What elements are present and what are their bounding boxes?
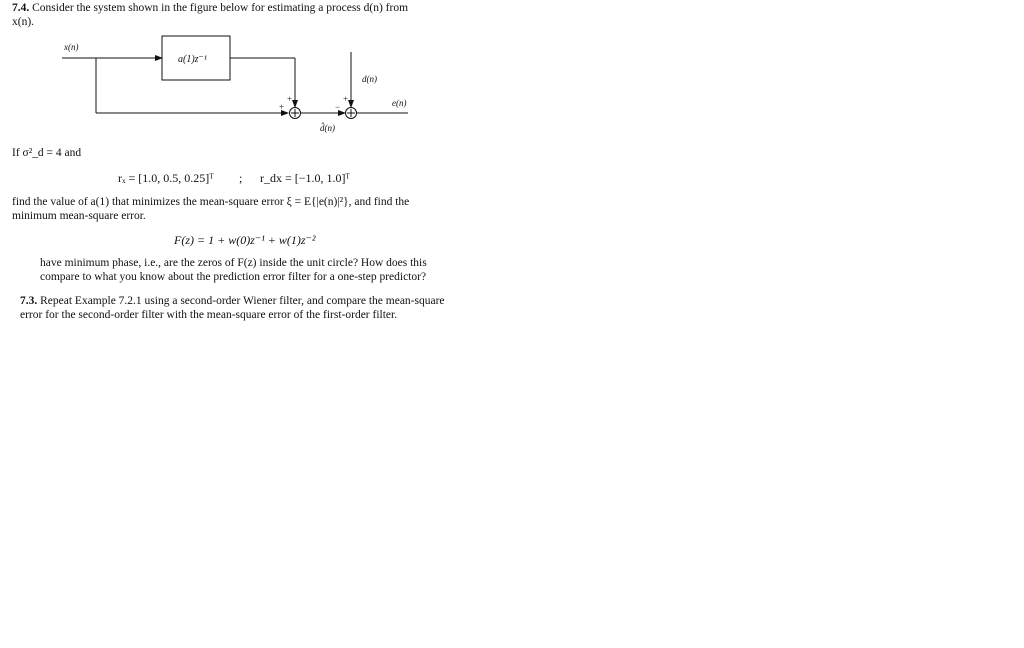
problem-7-4-find-line2: minimum mean-square error. <box>12 210 146 222</box>
variance-condition: If σ²_d = 4 and <box>12 147 82 159</box>
label-e: e(n) <box>392 98 407 108</box>
sign-plus-3: + <box>343 94 349 104</box>
problem-number: 7.3. <box>20 295 38 307</box>
sign-plus-2: + <box>279 102 285 112</box>
problem-7-4-find-line1: find the value of a(1) that minimizes the mean-square error ξ = E{|e(n)|²}, and find the <box>12 196 410 208</box>
problem-7-3-line2: error for the second-order filter with the mean-square error of the first-order filter. <box>20 309 398 321</box>
label-dhat: d̂(n) <box>320 123 335 133</box>
problem-number: 7.4. <box>12 2 30 14</box>
sign-minus: − <box>335 102 341 112</box>
label-d: d(n) <box>362 74 377 84</box>
problem-7-4-intro-line2: x(n). <box>12 16 35 28</box>
problem-text: Repeat Example 7.2.1 using a second-order Wiener filter, and compare the mean-square <box>40 295 445 307</box>
sign-plus-1: + <box>287 94 293 104</box>
label-x: x(n) <box>64 42 79 52</box>
problem-7-3-line1 <box>20 294 445 308</box>
system-block-diagram <box>0 0 480 140</box>
vector-rdx: r_dx = [−1.0, 1.0]ᵀ <box>260 171 350 185</box>
block-label: a(1)z⁻¹ <box>178 54 207 65</box>
fragment-line2: compare to what you know about the prediction error filter for a one-step predictor? <box>40 271 427 283</box>
vector-rx: rₓ = [1.0, 0.5, 0.25]ᵀ <box>118 171 214 185</box>
fragment-line1: have minimum phase, i.e., are the zeros of F(z) inside the unit circle? How does this <box>40 257 427 269</box>
problem-text: Consider the system shown in the figure below for estimating a process d(n) from <box>32 2 409 14</box>
vector-separator: ; <box>239 171 243 185</box>
fragment-equation: F(z) = 1 + w(0)z⁻¹ + w(1)z⁻² <box>174 233 316 247</box>
